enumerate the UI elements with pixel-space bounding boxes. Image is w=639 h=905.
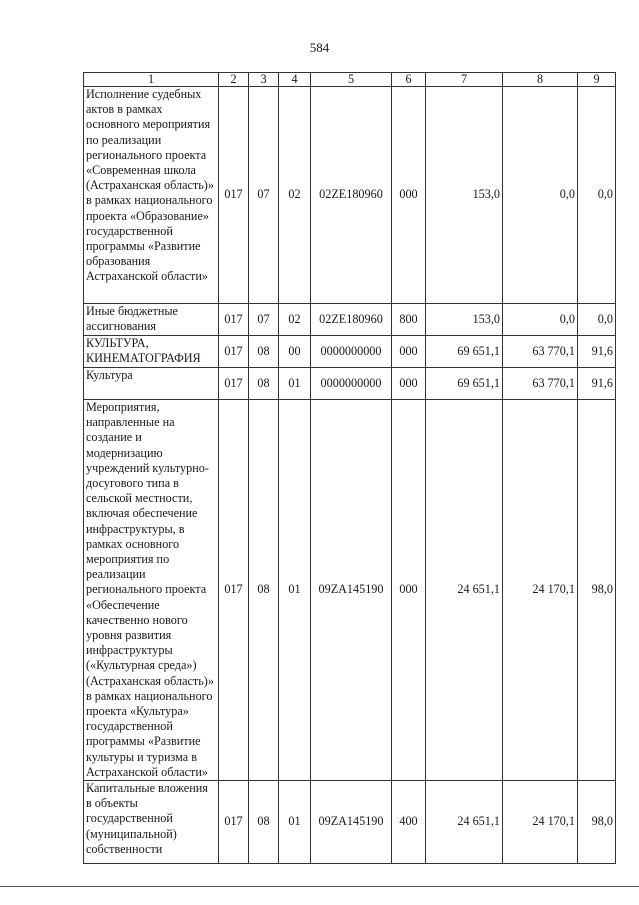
- cell-admin-code: 017: [219, 336, 249, 368]
- cell-expense-type: 400: [392, 781, 426, 864]
- cell-section: 07: [249, 87, 279, 304]
- cell-percent: 91,6: [578, 368, 616, 400]
- cell-amount-planned: 69 651,1: [426, 368, 503, 400]
- cell-subsection: 01: [279, 781, 311, 864]
- page-bottom-divider: [0, 886, 639, 887]
- cell-section: 08: [249, 336, 279, 368]
- cell-subsection: 02: [279, 304, 311, 336]
- cell-subsection: 01: [279, 400, 311, 781]
- cell-section: 08: [249, 781, 279, 864]
- column-header: 3: [249, 73, 279, 87]
- cell-admin-code: 017: [219, 781, 249, 864]
- cell-amount-executed: 24 170,1: [503, 400, 578, 781]
- cell-target-article: 09ZA145190: [311, 400, 392, 781]
- cell-subsection: 02: [279, 87, 311, 304]
- row-name: КУЛЬТУРА, КИНЕМАТОГРАФИЯ: [84, 336, 219, 368]
- table-row: [84, 400, 616, 781]
- cell-admin-code: 017: [219, 87, 249, 304]
- cell-amount-planned: 24 651,1: [426, 781, 503, 864]
- table-row: [84, 368, 616, 400]
- cell-target-article: 0000000000: [311, 336, 392, 368]
- column-header: 9: [578, 73, 616, 87]
- cell-percent: 0,0: [578, 304, 616, 336]
- row-name: Исполнение судебных актов в рамках основного мероприятия по реализации регионального проекта «Современная школа (Астраханская область)» в рамках национального проекта «Образование» государственной программы «Развитие образования Астраханской области»: [84, 87, 219, 304]
- cell-section: 08: [249, 368, 279, 400]
- cell-percent: 91,6: [578, 336, 616, 368]
- row-name: Капитальные вложения в объекты государственной (муниципальной) собственности: [84, 781, 219, 864]
- page-number: 584: [309, 40, 330, 55]
- row-name: Иные бюджетные ассигнования: [84, 304, 219, 336]
- cell-amount-executed: 0,0: [503, 87, 578, 304]
- cell-target-article: 02ZE180960: [311, 304, 392, 336]
- cell-expense-type: 000: [392, 400, 426, 781]
- column-header: 4: [279, 73, 311, 87]
- cell-expense-type: 000: [392, 336, 426, 368]
- cell-admin-code: 017: [219, 368, 249, 400]
- cell-amount-executed: 63 770,1: [503, 336, 578, 368]
- column-header: 8: [503, 73, 578, 87]
- cell-percent: 98,0: [578, 781, 616, 864]
- cell-target-article: 0000000000: [311, 368, 392, 400]
- cell-section: 08: [249, 400, 279, 781]
- cell-admin-code: 017: [219, 400, 249, 781]
- column-header: 6: [392, 73, 426, 87]
- cell-amount-executed: 63 770,1: [503, 368, 578, 400]
- column-header: 2: [219, 73, 249, 87]
- budget-table: [83, 72, 616, 864]
- cell-target-article: 09ZA145190: [311, 781, 392, 864]
- column-header: 5: [311, 73, 392, 87]
- cell-expense-type: 000: [392, 87, 426, 304]
- cell-percent: 98,0: [578, 400, 616, 781]
- cell-amount-planned: 69 651,1: [426, 336, 503, 368]
- cell-target-article: 02ZE180960: [311, 87, 392, 304]
- cell-amount-executed: 24 170,1: [503, 781, 578, 864]
- cell-subsection: 01: [279, 368, 311, 400]
- cell-amount-planned: 153,0: [426, 304, 503, 336]
- table-row: [84, 304, 616, 336]
- table-row: [84, 336, 616, 368]
- cell-expense-type: 000: [392, 368, 426, 400]
- cell-section: 07: [249, 304, 279, 336]
- cell-expense-type: 800: [392, 304, 426, 336]
- cell-amount-executed: 0,0: [503, 304, 578, 336]
- cell-percent: 0,0: [578, 87, 616, 304]
- row-name: Мероприятия, направленные на создание и модернизацию учреждений культурно-досугового типа в сельской местности, включая обеспечение инфраструктуры, в рамках основного мероприятия по реализации регионального проекта «Обеспечение качественно нового уровня развития инфраструктуры («Культурная среда») (Астраханская область)» в рамках национального проекта «Культура» государственной программы «Развитие культуры и туризма в Астраханской области»: [84, 400, 219, 781]
- cell-amount-planned: 24 651,1: [426, 400, 503, 781]
- row-name: Культура: [84, 368, 219, 400]
- header-row: [84, 73, 616, 87]
- table-row: [84, 781, 616, 864]
- table-row: [84, 87, 616, 304]
- cell-admin-code: 017: [219, 304, 249, 336]
- column-header: 7: [426, 73, 503, 87]
- column-header: 1: [84, 73, 219, 87]
- cell-subsection: 00: [279, 336, 311, 368]
- cell-amount-planned: 153,0: [426, 87, 503, 304]
